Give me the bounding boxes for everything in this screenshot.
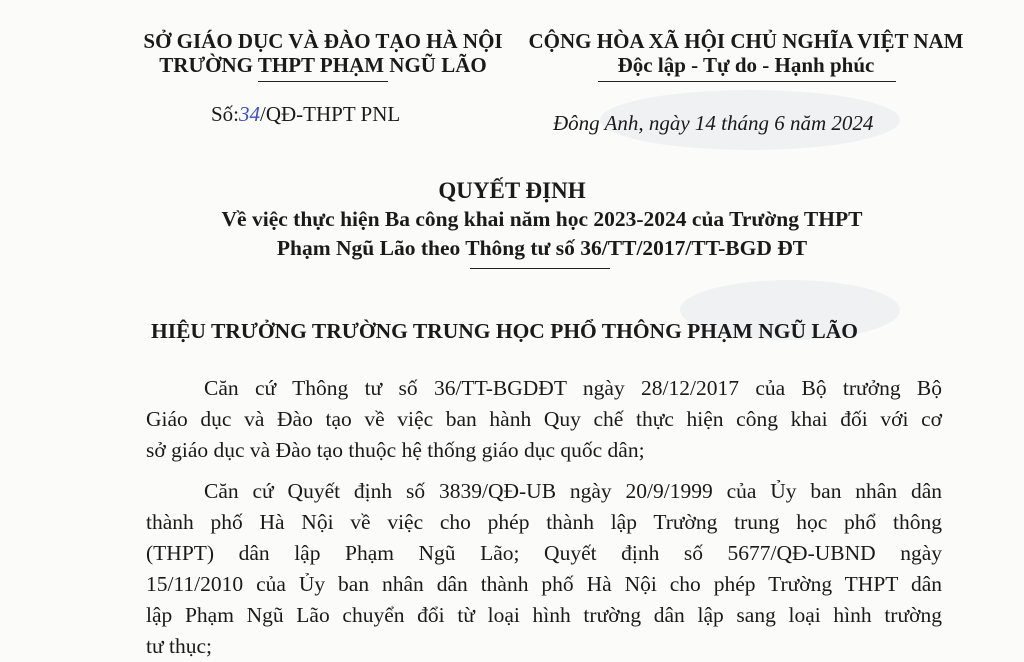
school-name-underline (258, 81, 388, 82)
doc-number-prefix: Số: (211, 102, 240, 126)
department-name: SỞ GIÁO DỤC VÀ ĐÀO TẠO HÀ NỘI (143, 29, 503, 53)
paragraph-line: Giáo dục và Đào tạo về việc ban hành Quy chế thực hiện công khai đối với cơ (146, 407, 942, 431)
paragraph-line: thành phố Hà Nội về việc cho phép thành lập Trường trung học phổ thông (146, 510, 942, 534)
paragraph-line: lập Phạm Ngũ Lão chuyển đổi từ loại hình trường dân lập sang loại hình trường (146, 603, 942, 627)
doc-number-suffix: /QĐ-THPT PNL (260, 102, 401, 126)
subject-line-2: Phạm Ngũ Lão theo Thông tư số 36/TT/2017/TT-BGD ĐT (276, 236, 808, 260)
subject-line-1: Về việc thực hiện Ba công khai năm học 2023-2024 của Trường THPT (221, 207, 863, 231)
national-motto (526, 29, 966, 77)
paragraph-line: 15/11/2010 của Ủy ban nhân dân thành phố Hà Nội cho phép Trường THPT dân (146, 572, 942, 596)
motto: Độc lập - Tự do - Hạnh phúc (617, 53, 875, 77)
title-underline (470, 268, 610, 269)
doc-number-handwritten: 34 (239, 102, 261, 126)
paragraph-line: sở giáo dục và Đào tạo thuộc hệ thống giáo dục quốc dân; (146, 438, 645, 462)
paragraph-line: (THPT) dân lập Phạm Ngũ Lão; Quyết định số 5677/QĐ-UBND ngày (146, 541, 942, 565)
place-date: Đông Anh, ngày 14 tháng 6 năm 2024 (553, 111, 874, 135)
authority-heading: HIỆU TRƯỞNG TRƯỜNG TRUNG HỌC PHỔ THÔNG PHẠM NGŨ LÃO (151, 319, 858, 343)
country-name: CỘNG HÒA XÃ HỘI CHỦ NGHĨA VIỆT NAM (528, 29, 964, 53)
motto-underline (598, 81, 896, 82)
legal-basis-paragraph-2 (146, 476, 942, 662)
school-name: TRƯỜNG THPT PHẠM NGŨ LÃO (159, 53, 487, 77)
paragraph-line: Căn cứ Thông tư số 36/TT-BGDĐT ngày 28/12/2017 của Bộ trưởng Bộ (204, 376, 942, 400)
document-number (211, 102, 400, 127)
issuing-authority (138, 29, 508, 77)
legal-basis-paragraph-1 (146, 373, 942, 466)
document-subject (0, 205, 1024, 263)
paragraph-line: tư thục; (146, 634, 212, 658)
paragraph-line: Căn cứ Quyết định số 3839/QĐ-UB ngày 20/9/1999 của Ủy ban nhân dân (204, 479, 942, 503)
document-title: QUYẾT ĐỊNH (438, 178, 586, 203)
